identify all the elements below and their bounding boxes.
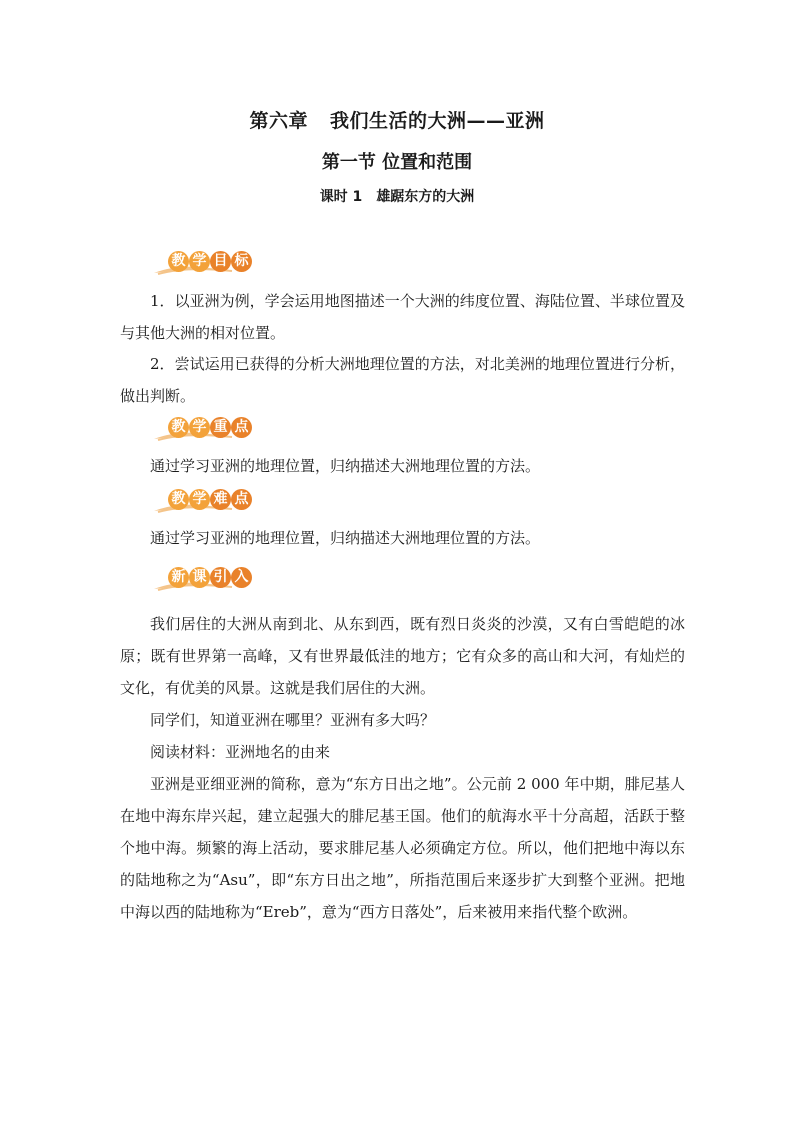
objective-item-2: 2．尝试运用已获得的分析大洲地理位置的方法，对北美洲的地理位置进行分析，做出判断。 <box>120 355 685 405</box>
badge-char: 标 <box>231 251 252 272</box>
key-points-badge <box>152 416 262 442</box>
intro-paragraph-3: 阅读材料：亚洲地名的由来 <box>150 743 331 761</box>
section-title: 第一节 位置和范围 <box>321 152 473 173</box>
badge-char: 教 <box>168 251 189 272</box>
badge-char: 新 <box>168 567 189 588</box>
badge-char: 教 <box>168 417 189 438</box>
chapter-number: 第六章 <box>249 110 308 132</box>
badge-char: 入 <box>231 567 252 588</box>
badge-char: 目 <box>210 251 231 272</box>
badge-char: 点 <box>231 417 252 438</box>
badge-char: 重 <box>210 417 231 438</box>
intro-paragraph-4: 亚洲是亚细亚洲的简称，意为“东方日出之地”。公元前 2 000 年中期，腓尼基人在地中海东岸兴起，建立起强大的腓尼基王国。他们的航海水平十分高超，活跃于整个地中海。频繁的海上活动，要求腓尼基人必须确定方位。所以，他们把地中海以东的陆地称之为“Asu”，即“东方日出之地”，所指范围后来逐步扩大到整个亚洲。把地中海以西的陆地称为“Ereb”，意为“西方日落处”，后来被用来指代整个欧洲。 <box>120 775 685 921</box>
chapter-title <box>0 106 794 133</box>
badge-char: 学 <box>189 417 210 438</box>
lesson-title <box>0 186 794 206</box>
difficulties-badge <box>152 488 262 514</box>
key-points-text: 通过学习亚洲的地理位置，归纳描述大洲地理位置的方法。 <box>150 457 541 475</box>
badge-char: 课 <box>189 567 210 588</box>
intro-badge <box>152 566 262 592</box>
badge-char: 学 <box>189 251 210 272</box>
chapter-name: 我们生活的大洲——亚洲 <box>330 110 545 132</box>
difficulties-text: 通过学习亚洲的地理位置，归纳描述大洲地理位置的方法。 <box>150 529 541 547</box>
intro-paragraph-1: 我们居住的大洲从南到北、从东到西，既有烈日炎炎的沙漠，又有白雪皑皑的冰原；既有世界第一高峰，又有世界最低洼的地方；它有众多的高山和大河，有灿烂的文化，有优美的风景。这就是我们居住的大洲。 <box>120 615 685 697</box>
lesson-name: 雄踞东方的大洲 <box>376 189 475 205</box>
intro-paragraph-2: 同学们，知道亚洲在哪里？亚洲有多大吗？ <box>150 711 436 729</box>
badge-char: 教 <box>168 489 189 510</box>
objectives-badge <box>152 250 262 276</box>
badge-char: 学 <box>189 489 210 510</box>
badge-char: 难 <box>210 489 231 510</box>
badge-char: 引 <box>210 567 231 588</box>
badge-char: 点 <box>231 489 252 510</box>
lesson-number: 课时 1 <box>319 189 363 205</box>
objective-item-1: 1．以亚洲为例，学会运用地图描述一个大洲的纬度位置、海陆位置、半球位置及与其他大洲的相对位置。 <box>120 292 685 342</box>
